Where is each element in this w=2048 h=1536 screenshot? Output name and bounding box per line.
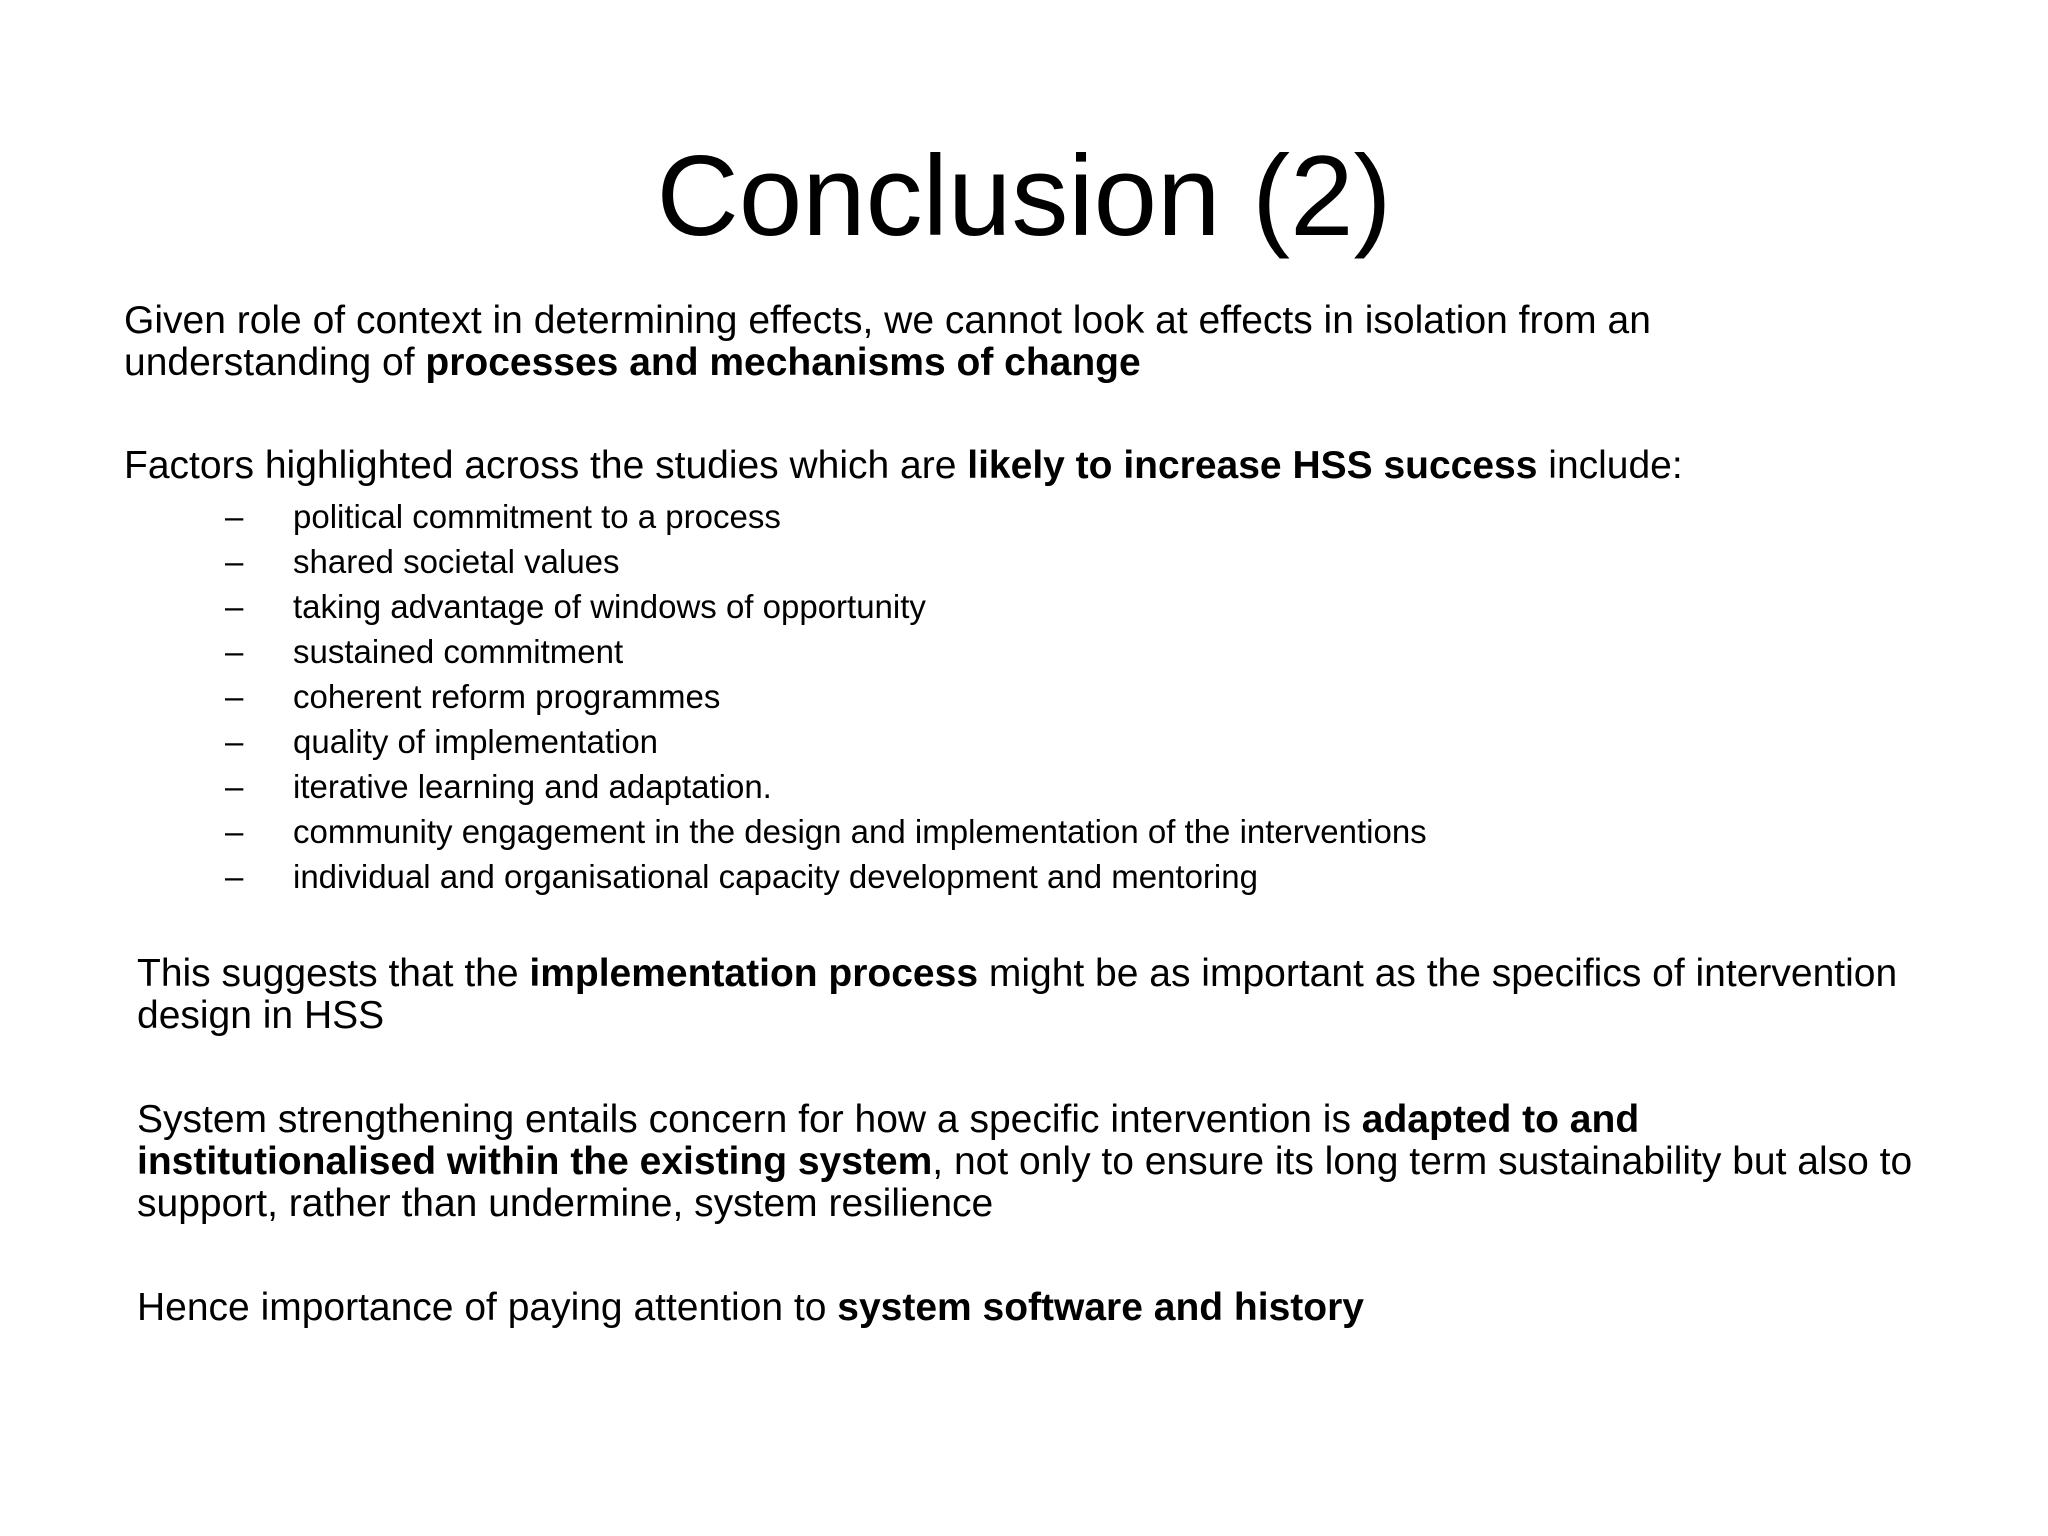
factors-list (225, 494, 1427, 899)
paragraph-system-strengthening-pre: System strengthening entails concern for how a specific intervention is (137, 1098, 1362, 1141)
dash-bullet: – (225, 678, 244, 715)
dash-bullet: – (225, 588, 244, 625)
list-item-text: coherent reform programmes (293, 678, 721, 715)
paragraph-system-strengthening-line3: support, rather than undermine, system resilience (137, 1182, 994, 1225)
list-item (225, 809, 1427, 854)
list-item (225, 674, 1427, 719)
paragraph-system-strengthening-post: , not only to ensure its long term sustainability but also to (932, 1140, 1913, 1183)
dash-bullet: – (225, 768, 244, 805)
list-item-text: community engagement in the design and implementation of the interventions (293, 813, 1427, 850)
paragraph-factors-intro-pre: Factors highlighted across the studies which are (124, 444, 968, 487)
list-item-text: political commitment to a process (293, 498, 781, 535)
paragraph-system-strengthening-emphasis-1: adapted to and (1361, 1098, 1640, 1141)
paragraph-factors-intro (124, 445, 1683, 487)
paragraph-context-emphasis: processes and mechanisms of change (425, 341, 1141, 384)
dash-bullet: – (225, 813, 244, 850)
paragraph-hence (137, 1287, 1364, 1329)
list-item (225, 584, 1427, 629)
list-item (225, 719, 1427, 764)
list-item (225, 539, 1427, 584)
paragraph-hence-pre: Hence importance of paying attention to (137, 1286, 838, 1329)
paragraph-context-line1: Given role of context in determining effects, we cannot look at effects in isolation from an (124, 299, 1651, 342)
dash-bullet: – (225, 723, 244, 760)
dash-bullet: – (225, 498, 244, 535)
list-item-text: individual and organisational capacity development and mentoring (293, 858, 1258, 895)
paragraph-implementation-emphasis: implementation process (529, 952, 979, 995)
paragraph-implementation-pre: This suggests that the (137, 952, 530, 995)
list-item (225, 854, 1427, 899)
list-item (225, 629, 1427, 674)
paragraph-factors-intro-emphasis: likely to increase HSS success (967, 444, 1538, 487)
list-item-text: taking advantage of windows of opportunity (293, 588, 926, 625)
paragraph-system-strengthening-emphasis-2: institutionalised within the existing system (137, 1140, 933, 1183)
paragraph-context (124, 300, 1651, 384)
list-item-text: sustained commitment (293, 633, 624, 670)
dash-bullet: – (225, 633, 244, 670)
paragraph-hence-emphasis: system software and history (837, 1286, 1364, 1329)
list-item (225, 764, 1427, 809)
slide-title: Conclusion (2) (656, 133, 1392, 260)
list-item-text: iterative learning and adaptation. (293, 768, 772, 805)
paragraph-system-strengthening (137, 1099, 1912, 1225)
paragraph-context-line2: understanding of (124, 341, 426, 384)
paragraph-implementation (137, 953, 1897, 1037)
dash-bullet: – (225, 858, 244, 895)
paragraph-factors-intro-post: include: (1537, 444, 1683, 487)
dash-bullet: – (225, 543, 244, 580)
paragraph-implementation-line2: design in HSS (137, 994, 385, 1037)
list-item-text: shared societal values (293, 543, 620, 580)
paragraph-implementation-post: might be as important as the specifics of intervention (978, 952, 1898, 995)
list-item-text: quality of implementation (293, 723, 659, 760)
list-item (225, 494, 1427, 539)
